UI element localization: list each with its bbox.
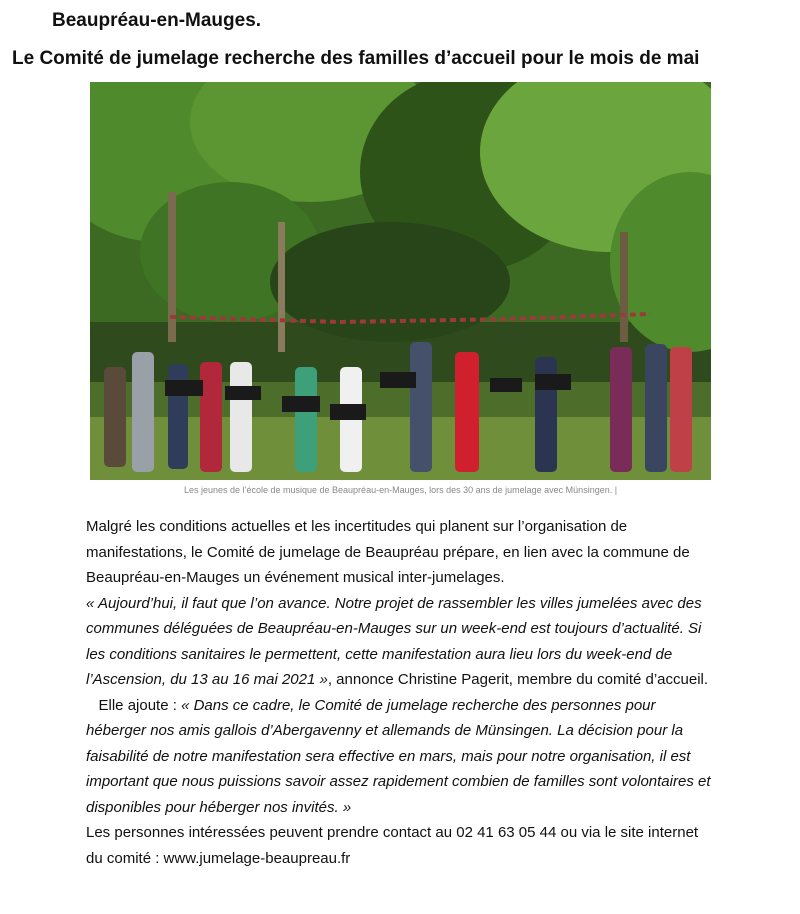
paragraph-quote (86, 591, 716, 693)
article-body (86, 514, 716, 871)
paragraph-addition (86, 693, 716, 821)
paragraph-contact: Les personnes intéressées peuvent prendre contact au 02 41 63 05 44 ou via le site internet du comité : www.jumelage-beaupreau.fr (86, 824, 699, 867)
paragraph-intro: Malgré les conditions actuelles et les incertitudes qui planent sur l’organisation de manifestations, le Comité de jumelage de Beaupréau prépare, en lien avec la commune de Beaupréau-en-Mauges un événement musical inter-jumelages. (86, 518, 690, 586)
quote-text: « Aujourd’hui, il faut que l’on avance. Notre projet de rassembler les villes jumelées avec des communes déléguées de Beaupréau-en-Mauges sur un week-end est toujours d’actualité. Si les conditions sanitaires le permettent, cette manifestation aura lieu lors du week-end de l’Ascension, du 13 au 16 mai 2021 » (86, 594, 702, 688)
photo-caption: Les jeunes de l’école de musique de Beaupréau-en-Mauges, lors des 30 ans de jumelage avec Münsingen. | (183, 485, 618, 495)
article-location: Beaupréau-en-Mauges. (52, 10, 262, 31)
addition-lead: Elle ajoute : (98, 696, 182, 714)
article-headline: Le Comité de jumelage recherche des familles d’accueil pour le mois de mai (12, 48, 700, 69)
addition-quote: « Dans ce cadre, le Comité de jumelage recherche des personnes pour héberger nos amis gallois d’Abergavenny et allemands de Münsingen. La décision pour la faisabilité de notre manifestation sera effective en mars, mais pour notre organisation, il est important que nous puissions savoir assez rapidement combien de familles sont volontaires et disponibles pour héberger nos invités. » (86, 696, 711, 816)
quote-attribution: , annonce Christine Pagerit, membre du comité d’accueil. (327, 671, 709, 688)
article-photo (90, 82, 711, 480)
